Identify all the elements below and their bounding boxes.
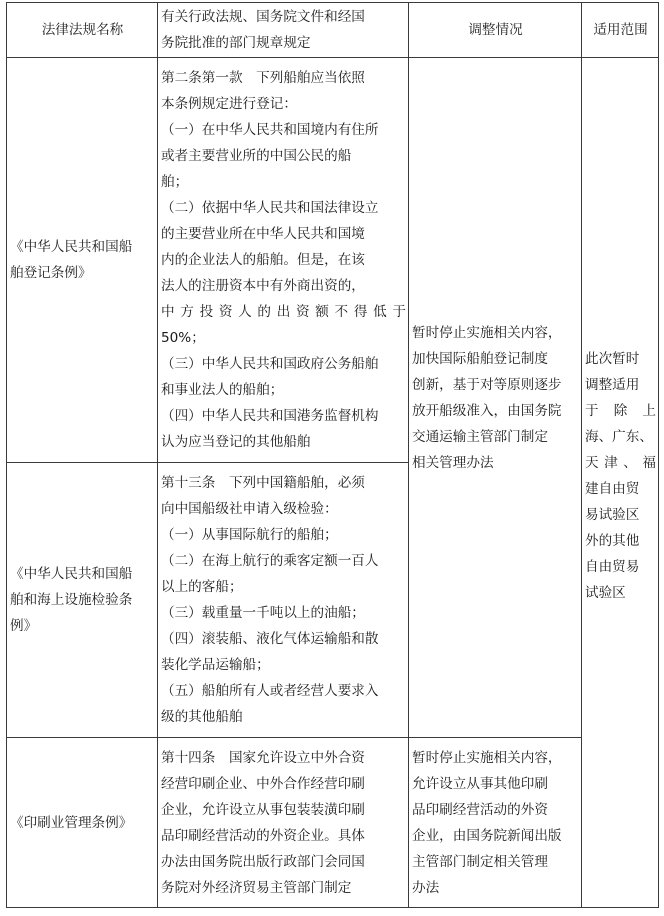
provision-line: 级的其他船舶 bbox=[161, 709, 243, 725]
provision-line: 办法由国务院出版行政部门会同国 bbox=[161, 853, 365, 870]
scope-line: 易试验区 bbox=[585, 507, 640, 523]
adjustment-line: 放开船级准入，由国务院 bbox=[412, 402, 562, 419]
provision-line: 装化学品运输船； bbox=[161, 657, 270, 673]
provision-line: 或者主要营业所的中国公民的船 bbox=[161, 148, 352, 164]
table-header-row bbox=[7, 3, 659, 58]
law-name-cell bbox=[7, 463, 158, 738]
header-adjustment: 调整情况 bbox=[409, 3, 582, 58]
provision-line: 的主要营业所在中华人民共和国境 bbox=[161, 226, 365, 242]
scope-line: 建自由贸 bbox=[585, 481, 640, 497]
provision-line: 法人的注册资本中有外商出资的， bbox=[161, 278, 365, 294]
provision-cell bbox=[158, 738, 409, 908]
law-name-line: 《中华人民共和国船 bbox=[10, 566, 133, 582]
provision-line: （二）依据中华人民共和国法律设立 bbox=[161, 200, 379, 216]
provision-line: 品印刷经营活动的外资企业。具体 bbox=[161, 827, 365, 844]
scope-line: 海、广东、 bbox=[585, 429, 653, 445]
scope-line: 此次暂时 bbox=[585, 351, 640, 367]
provision-line: 舶； bbox=[161, 174, 189, 190]
law-name-cell bbox=[7, 58, 158, 463]
header-provisions-line: 务院批准的部门规章规定 bbox=[161, 35, 311, 51]
provision-cell bbox=[158, 463, 409, 738]
adjustment-line: 允许设立从事其他印刷 bbox=[412, 775, 548, 792]
scope-line: 天津、福 bbox=[585, 455, 656, 471]
adjustment-line: 暂时停止实施相关内容， bbox=[412, 749, 562, 766]
provision-line: 中方投资人的出资额不得低于 bbox=[161, 304, 406, 320]
provision-line: 认为应当登记的其他船舶 bbox=[161, 434, 311, 450]
header-scope: 适用范围 bbox=[582, 3, 659, 58]
adjustment-line: 办法 bbox=[412, 879, 440, 896]
provision-line: （一）在中华人民共和国境内有住所 bbox=[161, 122, 379, 138]
header-law-name: 法律法规名称 bbox=[7, 3, 158, 58]
provision-line: 50%； bbox=[161, 330, 205, 346]
law-name-line: 《中华人民共和国船 bbox=[10, 239, 133, 255]
provision-line: （四）中华人民共和国港务监督机构 bbox=[161, 408, 379, 424]
law-name-line: 舶登记条例》 bbox=[10, 265, 92, 281]
scope-line: 自由贸易 bbox=[585, 559, 640, 575]
provision-line: 企业，允许设立从事包装装潢印刷 bbox=[161, 801, 365, 818]
scope-line: 调整适用 bbox=[585, 377, 640, 393]
provision-line: 第二条第一款 下列船舶应当依照 bbox=[161, 70, 365, 86]
adjustment-line: 创新，基于对等原则逐步 bbox=[412, 376, 562, 393]
provision-line: 和事业法人的船舶； bbox=[161, 382, 284, 398]
adjustment-line: 企业，由国务院新闻出版 bbox=[412, 827, 562, 844]
header-provisions bbox=[158, 3, 409, 58]
adjustment-line: 交通运输主管部门制定 bbox=[412, 428, 548, 445]
provision-line: 经营印刷企业、中外合作经营印刷 bbox=[161, 775, 365, 792]
adjustment-line: 加快国际船舶登记制度 bbox=[412, 350, 548, 367]
law-name-cell bbox=[7, 738, 158, 908]
header-provisions-line: 有关行政法规、国务院文件和经国 bbox=[161, 9, 365, 25]
provision-line: 本条例规定进行登记： bbox=[161, 96, 297, 112]
provision-line: （二）在海上航行的乘客定额一百人 bbox=[161, 553, 379, 569]
provision-line: （三）中华人民共和国政府公务船舶 bbox=[161, 356, 379, 372]
law-name-line: 《印刷业管理条例》 bbox=[10, 814, 133, 831]
adjustment-line: 品印刷经营活动的外资 bbox=[412, 801, 548, 818]
adjustment-line: 暂时停止实施相关内容， bbox=[412, 324, 562, 341]
adjustment-cell-shared bbox=[409, 58, 582, 738]
provision-line: 向中国船级社申请入级检验： bbox=[161, 501, 338, 517]
provision-cell bbox=[158, 58, 409, 463]
law-name-line: 例》 bbox=[10, 618, 38, 634]
provision-line: 第十四条 国家允许设立中外合资 bbox=[161, 749, 365, 766]
scope-line: 试验区 bbox=[585, 585, 626, 601]
adjustment-line: 主管部门制定相关管理 bbox=[412, 853, 548, 870]
provision-line: （五）船舶所有人或者经营人要求入 bbox=[161, 683, 379, 699]
provision-line: （一）从事国际航行的船舶； bbox=[161, 527, 338, 543]
adjustment-line: 相关管理办法 bbox=[412, 454, 494, 471]
provision-line: 以上的客船； bbox=[161, 579, 243, 595]
regulation-table bbox=[6, 2, 659, 908]
law-name-line: 舶和海上设施检验条 bbox=[10, 592, 133, 608]
provision-line: 第十三条 下列中国籍船舶，必须 bbox=[161, 475, 365, 491]
scope-line: 外的其他 bbox=[585, 533, 640, 549]
scope-line: 于除上 bbox=[585, 403, 656, 419]
provision-line: （四）滚装船、液化气体运输船和散 bbox=[161, 631, 379, 647]
provision-line: 务院对外经济贸易主管部门制定 bbox=[161, 879, 352, 896]
provision-line: 内的企业法人的船舶。但是，在该 bbox=[161, 252, 365, 268]
table-row bbox=[7, 738, 659, 908]
provision-line: （三）载重量一千吨以上的油船； bbox=[161, 605, 365, 621]
scope-cell bbox=[582, 58, 659, 908]
table-row bbox=[7, 58, 659, 463]
adjustment-cell bbox=[409, 738, 582, 908]
